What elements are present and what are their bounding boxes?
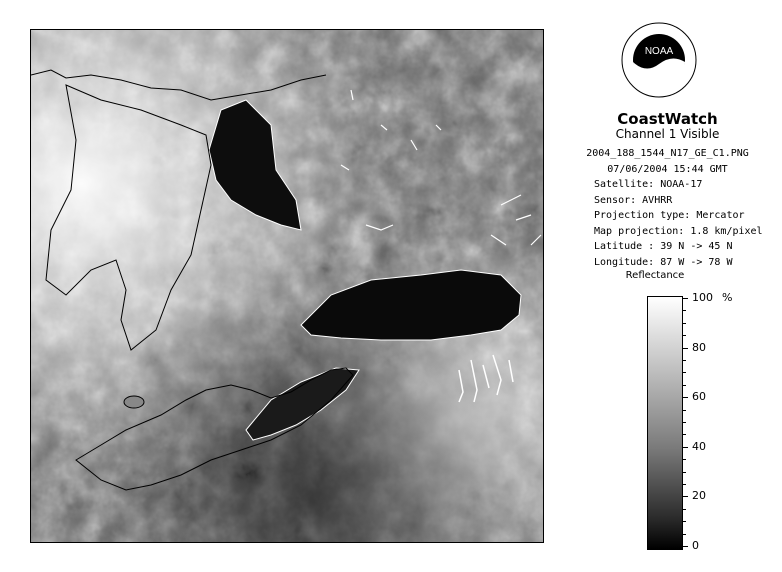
colorbar-tick <box>682 459 686 460</box>
colorbar-tick <box>682 335 686 336</box>
colorbar-tick <box>682 310 686 311</box>
noaa-logo <box>621 22 697 98</box>
latitude-range: Latitude : 39 N -> 45 N <box>594 241 733 252</box>
colorbar-tick <box>682 323 686 324</box>
colorbar-tick <box>682 410 686 411</box>
satellite-imagery-svg <box>31 30 543 542</box>
metadata-block <box>560 146 775 270</box>
filename: 2004_188_1544_N17_GE_C1.PNG <box>586 148 749 159</box>
colorbar-tick <box>682 472 686 473</box>
longitude-range: Longitude: 87 W -> 78 W <box>594 256 733 268</box>
colorbar-tick <box>682 484 686 485</box>
colorbar-label: 40 <box>692 439 706 453</box>
colorbar-tick <box>682 447 688 448</box>
satellite-image <box>30 29 544 543</box>
colorbar-label: 60 <box>692 390 706 404</box>
colorbar-tick <box>682 546 688 547</box>
colorbar-tick <box>682 360 686 361</box>
brand-title: CoastWatch <box>617 110 718 128</box>
sensor: Sensor: AVHRR <box>594 194 673 206</box>
colorbar-tick <box>682 298 688 299</box>
satellite: Satellite: NOAA-17 <box>594 179 703 190</box>
map-projection: Map projection: 1.8 km/pixel <box>594 225 763 237</box>
colorbar-label: 80 <box>692 340 706 354</box>
lake-st-clair <box>124 396 144 408</box>
colorbar-tick <box>682 385 686 386</box>
colorbar-unit: % <box>722 291 733 304</box>
colorbar-tick <box>682 509 686 510</box>
colorbar-title: Reflectance <box>625 270 685 281</box>
colorbar-tick <box>682 348 688 349</box>
colorbar-tick <box>682 496 688 497</box>
colorbar-label: 20 <box>692 489 706 503</box>
datetime: 07/06/2004 15:44 GMT <box>607 163 728 175</box>
projection-type: Projection type: Mercator <box>594 210 745 221</box>
noaa-logo-svg <box>621 22 697 98</box>
colorbar-tick <box>682 434 686 435</box>
colorbar-tick <box>682 397 688 398</box>
colorbar-tick <box>682 422 686 423</box>
colorbar-label: 0 <box>692 539 699 552</box>
colorbar-tick <box>682 521 686 522</box>
colorbar-tick <box>682 372 686 373</box>
colorbar <box>647 296 683 550</box>
colorbar-label: 100 <box>692 291 713 304</box>
channel-title: Channel 1 Visible <box>615 127 720 141</box>
colorbar-tick <box>682 534 686 535</box>
noaa-logo-text: NOAA <box>644 46 674 57</box>
